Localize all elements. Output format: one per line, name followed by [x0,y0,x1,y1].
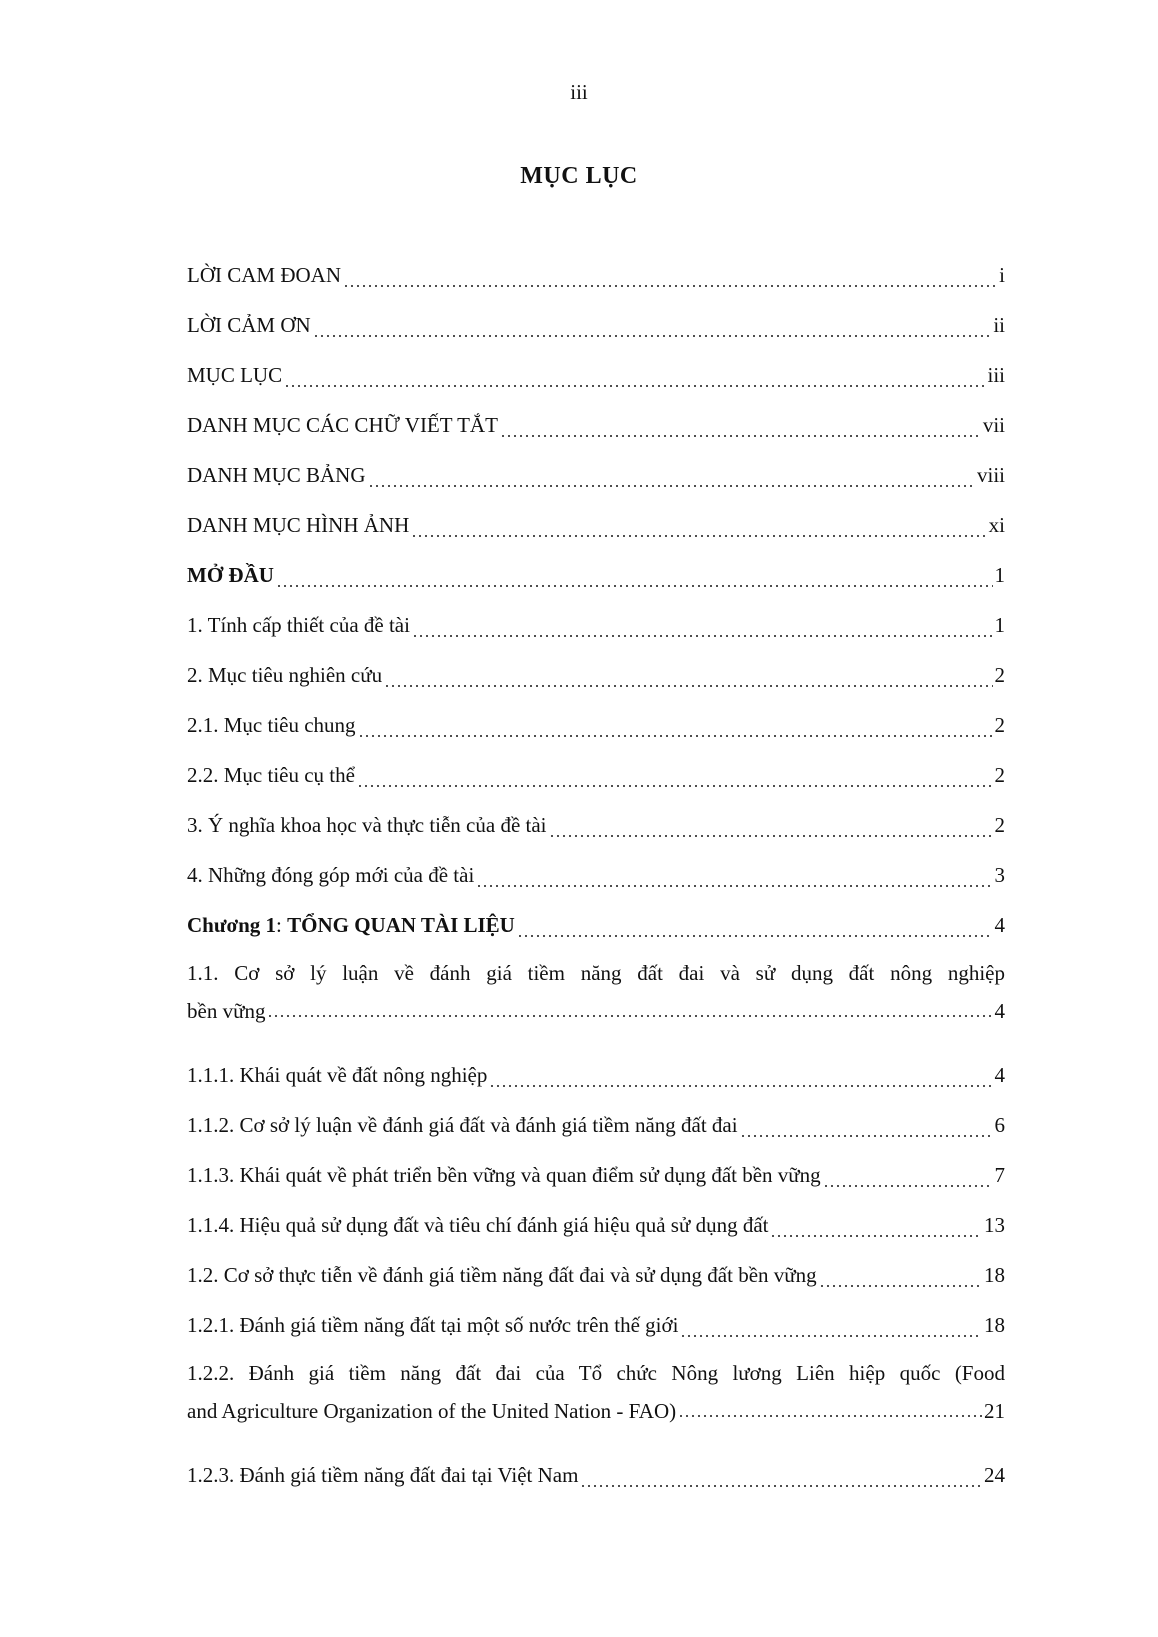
toc-entry-1-1[interactable]: 1.1. Cơ sở lý luận về đánh giá tiềm năng đất đai và sử dụng đất nông nghiệp bền vững 4 [187,961,1005,1023]
toc-entry-2-1[interactable]: 2.1. Mục tiêu chung 2 [187,713,1005,737]
table-of-contents [187,250,1005,1500]
toc-entry-1-1-3[interactable]: 1.1.3. Khái quát về phát triển bền vững và quan điểm sử dụng đất bền vững 7 [187,1163,1005,1187]
toc-title: MỤC LỤC [520,163,638,189]
toc-entry-4[interactable]: 4. Những đóng góp mới của đề tài 3 [187,863,1005,887]
toc-entry-danh-muc-chu-viet-tat[interactable]: DANH MỤC CÁC CHỮ VIẾT TẮT vii [187,413,1005,437]
page-number: iii [570,80,588,104]
toc-entry-loi-cam-on[interactable]: LỜI CẢM ƠN ii [187,313,1005,337]
chapter-title: TỔNG QUAN TÀI LIỆU [287,913,515,937]
toc-entry-2-2[interactable]: 2.2. Mục tiêu cụ thể 2 [187,763,1005,787]
chapter-prefix: Chương 1 [187,913,277,937]
toc-entry-1-1-4[interactable]: 1.1.4. Hiệu quả sử dụng đất và tiêu chí đánh giá hiệu quả sử dụng đất 13 [187,1213,1005,1237]
toc-entry-1-2-1[interactable]: 1.2.1. Đánh giá tiềm năng đất tại một số nước trên thế giới 18 [187,1313,1005,1337]
toc-entry-muc-luc[interactable]: MỤC LỤC iii [187,363,1005,387]
toc-entry-1-2[interactable]: 1.2. Cơ sở thực tiễn về đánh giá tiềm năng đất đai và sử dụng đất bền vững 18 [187,1263,1005,1287]
toc-entry-1-1-1[interactable]: 1.1.1. Khái quát về đất nông nghiệp 4 [187,1063,1005,1087]
toc-entry-1-2-2[interactable]: 1.2.2. Đánh giá tiềm năng đất đai của Tổ chức Nông lương Liên hiệp quốc (Food and Agriculture Organization of the United Nation - FAO) 21 [187,1361,1005,1423]
toc-entry-1-2-3[interactable]: 1.2.3. Đánh giá tiềm năng đất đai tại Việt Nam 24 [187,1463,1005,1487]
toc-entry-danh-muc-hinh-anh[interactable]: DANH MỤC HÌNH ẢNH xi [187,513,1005,537]
toc-entry-3[interactable]: 3. Ý nghĩa khoa học và thực tiễn của đề tài 2 [187,813,1005,837]
toc-entry-mo-dau[interactable]: MỞ ĐẦU 1 [187,563,1005,587]
toc-entry-1[interactable]: 1. Tính cấp thiết của đề tài 1 [187,613,1005,637]
toc-entry-loi-cam-doan[interactable]: LỜI CAM ĐOAN i [187,263,1005,287]
toc-entry-1-1-2[interactable]: 1.1.2. Cơ sở lý luận về đánh giá đất và đánh giá tiềm năng đất đai 6 [187,1113,1005,1137]
toc-entry-danh-muc-bang[interactable]: DANH MỤC BẢNG viii [187,463,1005,487]
toc-entry-2[interactable]: 2. Mục tiêu nghiên cứu 2 [187,663,1005,687]
toc-entry-chapter-1[interactable]: Chương 1: TỔNG QUAN TÀI LIỆU 4 [187,913,1005,937]
